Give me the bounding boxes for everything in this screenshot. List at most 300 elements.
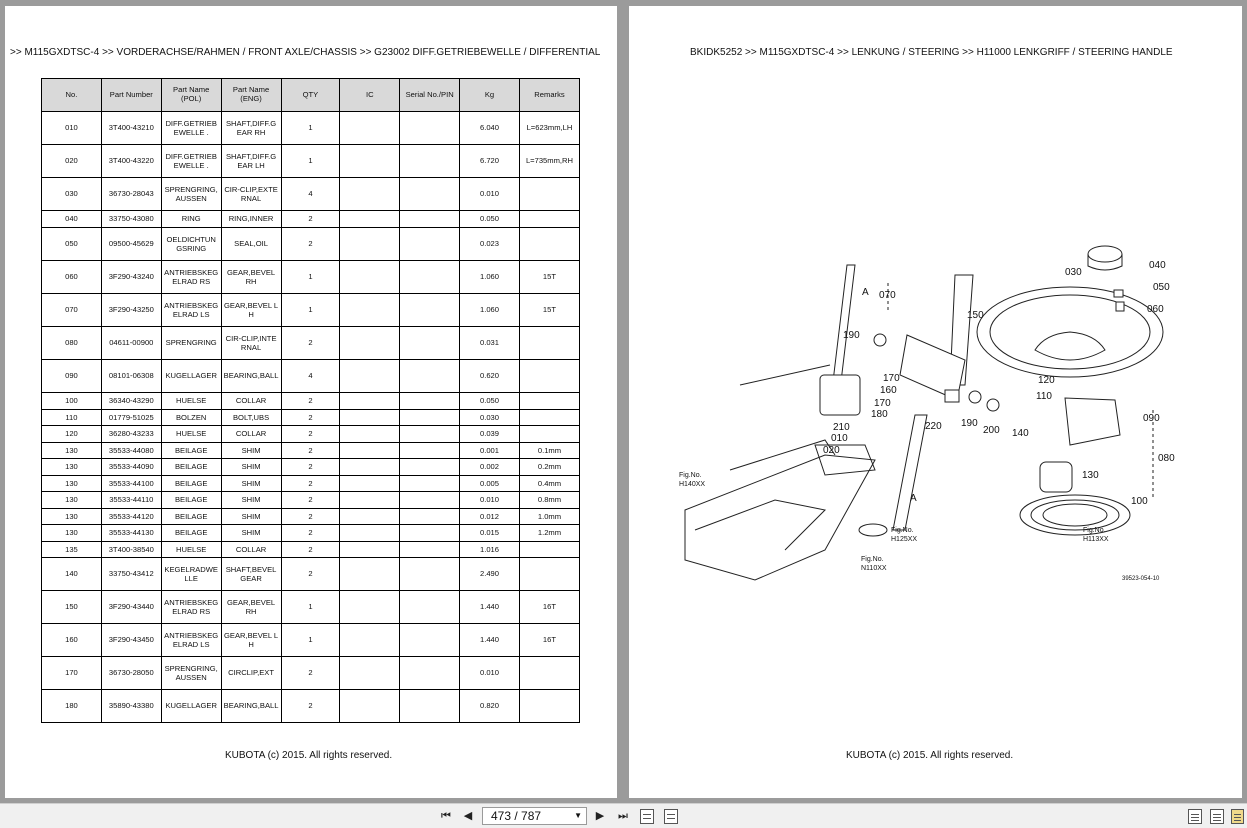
callout-label: 130 xyxy=(1082,470,1099,481)
col-header-part-number: Part Number xyxy=(101,79,161,112)
cell-part: 36730-28050 xyxy=(101,657,161,690)
cell-part: 35533-44130 xyxy=(101,525,161,542)
cell-part: 3F290-43240 xyxy=(101,261,161,294)
cell-kg: 0.030 xyxy=(460,409,520,426)
cell-ic xyxy=(340,261,400,294)
cell-pol: SPRENGRING xyxy=(161,327,221,360)
cell-remarks xyxy=(519,211,579,228)
cell-pol: BEILAGE xyxy=(161,442,221,459)
cell-pol: SPRENGRING,AUSSEN xyxy=(161,657,221,690)
next-page-icon[interactable]: ▶ xyxy=(595,810,605,822)
table-row xyxy=(42,228,580,261)
cell-qty: 2 xyxy=(281,508,340,525)
cell-part: 3F290-43250 xyxy=(101,294,161,327)
table-row xyxy=(42,492,580,509)
cell-part: 36730-28043 xyxy=(101,178,161,211)
cell-serial xyxy=(400,475,460,492)
cell-no: 110 xyxy=(42,409,102,426)
cell-eng: CIR-CLIP,EXTERNAL xyxy=(221,178,281,211)
cell-kg: 0.005 xyxy=(460,475,520,492)
figure-ref: Fig.No. xyxy=(1083,527,1106,534)
last-page-icon[interactable]: ⏭ xyxy=(618,810,628,822)
table-row xyxy=(42,409,580,426)
cell-pol: RING xyxy=(161,211,221,228)
cell-part: 08101-06308 xyxy=(101,360,161,393)
cell-remarks: 0.1mm xyxy=(519,442,579,459)
cell-eng: SHAFT,BEVEL GEAR xyxy=(221,558,281,591)
cell-ic xyxy=(340,211,400,228)
table-row xyxy=(42,211,580,228)
cell-qty: 2 xyxy=(281,442,340,459)
cell-no: 060 xyxy=(42,261,102,294)
cell-remarks: 16T xyxy=(519,591,579,624)
cell-serial xyxy=(400,690,460,723)
cell-ic xyxy=(340,475,400,492)
reference-marker: A xyxy=(910,493,917,504)
diagram-code: 39523-054-10 xyxy=(1122,576,1160,582)
callout-label: 170 xyxy=(883,373,900,384)
cell-eng: BOLT,UBS xyxy=(221,409,281,426)
right-page xyxy=(629,6,1242,798)
cell-ic xyxy=(340,393,400,410)
chevron-down-icon: ▼ xyxy=(574,811,582,820)
table-row xyxy=(42,442,580,459)
cell-serial xyxy=(400,459,460,476)
table-row xyxy=(42,657,580,690)
cell-kg: 0.001 xyxy=(460,442,520,459)
cell-no: 120 xyxy=(42,426,102,443)
table-row xyxy=(42,360,580,393)
cell-kg: 1.440 xyxy=(460,591,520,624)
cell-ic xyxy=(340,591,400,624)
cell-kg: 1.016 xyxy=(460,541,520,558)
cell-pol: KEGELRADWELLE xyxy=(161,558,221,591)
table-row xyxy=(42,591,580,624)
fit-width-icon[interactable] xyxy=(664,809,678,824)
cell-kg: 2.490 xyxy=(460,558,520,591)
column-block xyxy=(820,375,860,415)
cell-eng: SHIM xyxy=(221,442,281,459)
col-header-qty: QTY xyxy=(281,79,340,112)
table-row xyxy=(42,426,580,443)
bellows-housing xyxy=(1040,462,1072,492)
steering-wheel-hub xyxy=(1035,332,1105,360)
cell-part: 01779-51025 xyxy=(101,409,161,426)
cell-pol: KUGELLAGER xyxy=(161,690,221,723)
cell-ic xyxy=(340,541,400,558)
cell-kg: 0.023 xyxy=(460,228,520,261)
cell-kg: 0.002 xyxy=(460,459,520,476)
figure-ref: H113XX xyxy=(1083,536,1109,543)
nut xyxy=(1114,290,1123,297)
col-header-kg: Kg xyxy=(460,79,520,112)
cell-part: 04611-00900 xyxy=(101,327,161,360)
washer xyxy=(1116,302,1124,311)
cell-eng: SHIM xyxy=(221,525,281,542)
cell-eng: CIRCLIP,EXT xyxy=(221,657,281,690)
figure-ref: Fig.No. xyxy=(891,527,914,534)
figure-ref: N110XX xyxy=(861,565,887,572)
table-row xyxy=(42,525,580,542)
cell-no: 050 xyxy=(42,228,102,261)
cell-no: 030 xyxy=(42,178,102,211)
cell-serial xyxy=(400,261,460,294)
callout-label: 060 xyxy=(1147,304,1164,315)
cell-kg: 0.010 xyxy=(460,657,520,690)
cell-remarks xyxy=(519,393,579,410)
cell-pol: ANTRIEBSKEGELRAD RS xyxy=(161,261,221,294)
cell-serial xyxy=(400,393,460,410)
copyright-footer: KUBOTA (c) 2015. All rights reserved. xyxy=(225,750,393,761)
cell-kg: 0.031 xyxy=(460,327,520,360)
page-number-select[interactable] xyxy=(482,807,587,825)
table-row xyxy=(42,327,580,360)
cell-serial xyxy=(400,591,460,624)
cell-qty: 4 xyxy=(281,360,340,393)
cell-part: 3T400-43210 xyxy=(101,112,161,145)
cell-kg: 0.039 xyxy=(460,426,520,443)
cell-pol: ANTRIEBSKEGELRAD LS xyxy=(161,624,221,657)
callout-label: 160 xyxy=(880,385,897,396)
cell-remarks xyxy=(519,426,579,443)
cell-qty: 2 xyxy=(281,211,340,228)
cell-qty: 1 xyxy=(281,145,340,178)
cell-serial xyxy=(400,211,460,228)
cell-ic xyxy=(340,112,400,145)
col-header-no: No. xyxy=(42,79,102,112)
callout-label: 140 xyxy=(1012,428,1029,439)
figure-ref: H125XX xyxy=(891,536,918,543)
cell-ic xyxy=(340,492,400,509)
parts-table xyxy=(41,78,580,723)
callout-label: 010 xyxy=(831,433,848,444)
col-header-serial: Serial No./PIN xyxy=(400,79,460,112)
cell-serial xyxy=(400,228,460,261)
col-header-part-name-pol: Part Name (POL) xyxy=(161,79,221,112)
cell-kg: 0.050 xyxy=(460,211,520,228)
cell-serial xyxy=(400,492,460,509)
cell-qty: 2 xyxy=(281,459,340,476)
table-row xyxy=(42,508,580,525)
cell-qty: 1 xyxy=(281,591,340,624)
cell-no: 100 xyxy=(42,393,102,410)
cell-pol: BEILAGE xyxy=(161,459,221,476)
table-row xyxy=(42,112,580,145)
cell-remarks: 1.2mm xyxy=(519,525,579,542)
cell-ic xyxy=(340,558,400,591)
cell-ic xyxy=(340,624,400,657)
cell-kg: 1.440 xyxy=(460,624,520,657)
callout-label: 040 xyxy=(1149,260,1166,271)
cell-serial xyxy=(400,624,460,657)
cell-part: 35890-43380 xyxy=(101,690,161,723)
cell-no: 130 xyxy=(42,508,102,525)
cell-ic xyxy=(340,459,400,476)
cell-pol: HUELSE xyxy=(161,393,221,410)
col-header-part-name-eng: Part Name (ENG) xyxy=(221,79,281,112)
cell-kg: 6.720 xyxy=(460,145,520,178)
cell-ic xyxy=(340,657,400,690)
table-row xyxy=(42,261,580,294)
cell-serial xyxy=(400,360,460,393)
cell-qty: 2 xyxy=(281,327,340,360)
single-view-icon[interactable] xyxy=(1188,809,1202,824)
steering-shaft xyxy=(893,415,927,530)
table-row xyxy=(42,178,580,211)
cell-ic xyxy=(340,145,400,178)
cell-part: 33750-43080 xyxy=(101,211,161,228)
cell-remarks: 15T xyxy=(519,294,579,327)
table-row xyxy=(42,558,580,591)
cell-pol: ANTRIEBSKEGELRAD LS xyxy=(161,294,221,327)
cell-no: 010 xyxy=(42,112,102,145)
reference-marker: A xyxy=(862,287,869,298)
callout-label: 170 xyxy=(874,398,891,409)
col-header-ic: IC xyxy=(340,79,400,112)
cell-qty: 2 xyxy=(281,409,340,426)
cell-ic xyxy=(340,327,400,360)
cell-eng: COLLAR xyxy=(221,541,281,558)
cell-eng: COLLAR xyxy=(221,393,281,410)
cell-no: 170 xyxy=(42,657,102,690)
cell-remarks: 16T xyxy=(519,624,579,657)
cell-eng: SHIM xyxy=(221,508,281,525)
cell-serial xyxy=(400,294,460,327)
cell-serial xyxy=(400,657,460,690)
cell-pol: HUELSE xyxy=(161,541,221,558)
callout-label: 210 xyxy=(833,422,850,433)
cell-serial xyxy=(400,426,460,443)
cell-eng: GEAR,BEVEL RH xyxy=(221,591,281,624)
cell-kg: 1.060 xyxy=(460,261,520,294)
cell-no: 020 xyxy=(42,145,102,178)
cell-kg: 0.012 xyxy=(460,508,520,525)
cell-eng: CIR-CLIP,INTERNAL xyxy=(221,327,281,360)
cell-no: 130 xyxy=(42,475,102,492)
cell-eng: COLLAR xyxy=(221,426,281,443)
cell-pol: KUGELLAGER xyxy=(161,360,221,393)
figure-ref: Fig.No. xyxy=(861,556,884,563)
table-row xyxy=(42,475,580,492)
cell-part: 35533-44120 xyxy=(101,508,161,525)
cell-serial xyxy=(400,442,460,459)
cell-remarks xyxy=(519,327,579,360)
cell-pol: ANTRIEBSKEGELRAD RS xyxy=(161,591,221,624)
cell-no: 160 xyxy=(42,624,102,657)
cell-no: 080 xyxy=(42,327,102,360)
cell-eng: GEAR,BEVEL LH xyxy=(221,624,281,657)
cell-eng: SHIM xyxy=(221,459,281,476)
breadcrumb: >> M115GXDTSC-4 >> VORDERACHSE/RAHMEN / FRONT AXLE/CHASSIS >> G23002 DIFF.GETRIEBEWELLE / DIFFERENTIAL xyxy=(10,47,601,58)
cell-part: 09500-45629 xyxy=(101,228,161,261)
cell-remarks: 15T xyxy=(519,261,579,294)
page-number-value: 473 / 787 xyxy=(491,809,542,823)
cell-ic xyxy=(340,525,400,542)
callout-label: 020 xyxy=(823,445,840,456)
cell-serial xyxy=(400,525,460,542)
cell-remarks: L=735mm,RH xyxy=(519,145,579,178)
cell-remarks: 1.0mm xyxy=(519,508,579,525)
first-page-icon[interactable]: ⏮ xyxy=(441,810,451,822)
callout-label: 190 xyxy=(843,330,860,341)
cell-qty: 2 xyxy=(281,541,340,558)
cell-no: 130 xyxy=(42,459,102,476)
left-page xyxy=(5,6,617,798)
cell-qty: 1 xyxy=(281,261,340,294)
cell-qty: 2 xyxy=(281,690,340,723)
table-row xyxy=(42,459,580,476)
callout-label: 220 xyxy=(925,421,942,432)
callout-label: 090 xyxy=(1143,413,1160,424)
cell-qty: 1 xyxy=(281,112,340,145)
cell-part: 35533-44100 xyxy=(101,475,161,492)
cell-eng: SEAL,OIL xyxy=(221,228,281,261)
cell-remarks xyxy=(519,228,579,261)
cell-kg: 0.010 xyxy=(460,178,520,211)
cell-qty: 2 xyxy=(281,228,340,261)
cell-pol: SPRENGRING,AUSSEN xyxy=(161,178,221,211)
cell-ic xyxy=(340,508,400,525)
cell-qty: 2 xyxy=(281,525,340,542)
callout-label: 030 xyxy=(1065,267,1082,278)
cell-eng: SHIM xyxy=(221,475,281,492)
prev-page-icon[interactable]: ◀ xyxy=(463,810,473,822)
table-header-row xyxy=(42,79,580,112)
table-row xyxy=(42,393,580,410)
cell-serial xyxy=(400,508,460,525)
cell-kg: 0.820 xyxy=(460,690,520,723)
cell-ic xyxy=(340,409,400,426)
cell-qty: 2 xyxy=(281,492,340,509)
cell-remarks xyxy=(519,657,579,690)
cell-eng: GEAR,BEVEL LH xyxy=(221,294,281,327)
cell-qty: 1 xyxy=(281,294,340,327)
cell-pol: BEILAGE xyxy=(161,492,221,509)
cell-pol: OELDICHTUNGSRING xyxy=(161,228,221,261)
cell-ic xyxy=(340,426,400,443)
cell-serial xyxy=(400,178,460,211)
table-row xyxy=(42,624,580,657)
cell-kg: 0.015 xyxy=(460,525,520,542)
breadcrumb: BKIDK5252 >> M115GXDTSC-4 >> LENKUNG / STEERING >> H11000 LENKGRIFF / STEERING HANDLE xyxy=(690,47,1173,58)
cell-no: 130 xyxy=(42,492,102,509)
two-page-view-icon[interactable] xyxy=(1231,809,1244,824)
cell-pol: BOLZEN xyxy=(161,409,221,426)
cell-no: 130 xyxy=(42,525,102,542)
parts-table-body xyxy=(42,112,580,723)
cell-pol: HUELSE xyxy=(161,426,221,443)
cell-pol: BEILAGE xyxy=(161,508,221,525)
column-bracket xyxy=(1065,398,1120,445)
cell-serial xyxy=(400,112,460,145)
fit-page-icon[interactable] xyxy=(640,809,654,824)
cell-eng: BEARING,BALL xyxy=(221,360,281,393)
cell-qty: 2 xyxy=(281,657,340,690)
callout-label: 070 xyxy=(879,290,896,301)
callout-label: 200 xyxy=(983,425,1000,436)
continuous-view-icon[interactable] xyxy=(1210,809,1224,824)
cell-no: 130 xyxy=(42,442,102,459)
cell-kg: 0.620 xyxy=(460,360,520,393)
figure-ref: H140XX xyxy=(679,481,706,488)
cell-qty: 2 xyxy=(281,558,340,591)
callout-label: 080 xyxy=(1158,453,1175,464)
cell-kg: 0.010 xyxy=(460,492,520,509)
cell-part: 36280-43233 xyxy=(101,426,161,443)
cell-no: 135 xyxy=(42,541,102,558)
cell-pol: BEILAGE xyxy=(161,475,221,492)
cell-remarks: L=623mm,LH xyxy=(519,112,579,145)
horn-cap xyxy=(1088,246,1122,262)
exploded-parts-diagram xyxy=(675,240,1195,592)
cell-eng: RING,INNER xyxy=(221,211,281,228)
table-row xyxy=(42,294,580,327)
cell-no: 180 xyxy=(42,690,102,723)
cell-ic xyxy=(340,442,400,459)
cell-remarks xyxy=(519,360,579,393)
copyright-footer: KUBOTA (c) 2015. All rights reserved. xyxy=(846,750,1014,761)
cell-remarks xyxy=(519,558,579,591)
cell-remarks xyxy=(519,178,579,211)
cell-remarks: 0.4mm xyxy=(519,475,579,492)
cell-remarks xyxy=(519,409,579,426)
cell-serial xyxy=(400,327,460,360)
cell-pol: DIFF.GETRIEBEWELLE . xyxy=(161,145,221,178)
col-header-remarks: Remarks xyxy=(519,79,579,112)
universal-shaft xyxy=(832,265,855,390)
cell-part: 35533-44080 xyxy=(101,442,161,459)
cell-part: 33750-43412 xyxy=(101,558,161,591)
cell-no: 040 xyxy=(42,211,102,228)
cell-part: 3T400-43220 xyxy=(101,145,161,178)
cell-part: 35533-44090 xyxy=(101,459,161,476)
figure-ref: Fig.No. xyxy=(679,472,702,479)
cell-eng: BEARING,BALL xyxy=(221,690,281,723)
cell-part: 3F290-43450 xyxy=(101,624,161,657)
cell-no: 140 xyxy=(42,558,102,591)
cell-serial xyxy=(400,409,460,426)
cell-no: 070 xyxy=(42,294,102,327)
cell-part: 3T400-38540 xyxy=(101,541,161,558)
cell-kg: 0.050 xyxy=(460,393,520,410)
cell-ic xyxy=(340,690,400,723)
table-row xyxy=(42,690,580,723)
cell-kg: 6.040 xyxy=(460,112,520,145)
cell-qty: 1 xyxy=(281,624,340,657)
callout-label: 050 xyxy=(1153,282,1170,293)
cell-qty: 2 xyxy=(281,393,340,410)
cell-qty: 4 xyxy=(281,178,340,211)
cell-remarks: 0.2mm xyxy=(519,459,579,476)
cell-part: 36340-43290 xyxy=(101,393,161,410)
cell-ic xyxy=(340,228,400,261)
table-row xyxy=(42,145,580,178)
table-row xyxy=(42,541,580,558)
callout-label: 120 xyxy=(1038,375,1055,386)
cell-eng: SHAFT,DIFF.GEAR LH xyxy=(221,145,281,178)
cell-ic xyxy=(340,360,400,393)
cell-pol: BEILAGE xyxy=(161,525,221,542)
cell-ic xyxy=(340,294,400,327)
cell-no: 150 xyxy=(42,591,102,624)
callout-label: 190 xyxy=(961,418,978,429)
cell-qty: 2 xyxy=(281,426,340,443)
cell-remarks xyxy=(519,690,579,723)
cell-eng: SHAFT,DIFF.GEAR RH xyxy=(221,112,281,145)
cell-part: 3F290-43440 xyxy=(101,591,161,624)
cell-pol: DIFF.GETRIEBEWELLE . xyxy=(161,112,221,145)
callout-label: 150 xyxy=(967,310,984,321)
